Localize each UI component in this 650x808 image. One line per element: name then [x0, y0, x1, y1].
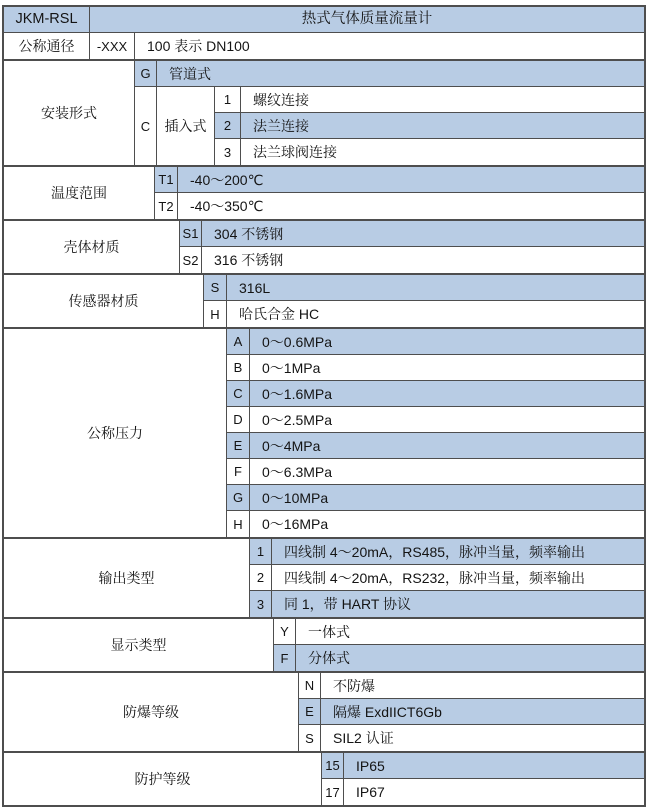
option-code-cell: S	[204, 275, 227, 301]
option-desc-cell: 0～1.6MPa	[250, 381, 644, 407]
option-desc-cell: 隔爆 ExdIICT6Gb	[321, 699, 644, 725]
insertion-code-cell: C	[135, 87, 157, 165]
option-desc-cell: 0～1MPa	[250, 355, 644, 381]
installation-label: 安装形式	[4, 61, 135, 165]
option-code-cell: 3	[250, 591, 272, 617]
option-desc-cell: -40～200℃	[178, 167, 644, 193]
option-code-cell: G	[227, 485, 250, 511]
option-desc-cell: 法兰球阀连接	[253, 144, 337, 160]
option-desc-cell: 0～16MPa	[262, 516, 329, 532]
section-explosion-proof	[4, 671, 644, 751]
protection-label: 防护等级	[4, 753, 322, 805]
option-code-cell: 1	[250, 539, 272, 565]
option-code-cell: S2	[180, 247, 202, 273]
option-code-cell: C	[227, 381, 250, 407]
model-code-cell: JKM-RSL	[4, 7, 90, 33]
housing-label: 壳体材质	[4, 221, 180, 273]
option-code-cell: H	[204, 301, 227, 327]
section-header	[4, 7, 644, 59]
section-pressure	[4, 327, 644, 537]
option-desc-cell: 螺纹连接	[241, 87, 644, 113]
option-code-cell: F	[227, 459, 250, 485]
pressure-label: 公称压力	[4, 329, 227, 537]
option-code-cell: E	[227, 433, 250, 459]
option-code-cell: E	[299, 699, 321, 725]
option-code-cell: 17	[322, 779, 344, 805]
option-code-cell: F	[274, 645, 296, 671]
section-temperature	[4, 165, 644, 219]
diameter-code-cell: -XXX	[90, 33, 135, 59]
option-code-cell: Y	[274, 619, 296, 645]
option-code-cell: G	[135, 61, 157, 87]
option-desc-cell: -40～350℃	[190, 198, 264, 214]
option-code-cell: N	[299, 673, 321, 699]
option-code-cell: 2	[250, 565, 272, 591]
option-desc-cell: 0～4MPa	[250, 433, 644, 459]
section-installation	[4, 59, 644, 165]
option-desc-cell: 四线制 4～20mA，RS485，脉冲当量，频率输出	[272, 539, 644, 565]
option-code-cell: 2	[215, 113, 241, 139]
option-desc-cell: 同 1，带 HART 协议	[272, 591, 644, 617]
option-desc-cell: 法兰连接	[241, 113, 644, 139]
option-desc-cell: 一体式	[296, 619, 644, 645]
option-desc-cell: SIL2 认证	[333, 730, 394, 746]
option-code-cell: H	[227, 511, 250, 537]
section-output	[4, 537, 644, 617]
option-code-cell: 3	[215, 139, 241, 165]
option-desc-cell: IP67	[356, 784, 385, 800]
option-code-cell: T2	[155, 193, 178, 219]
option-code-cell: A	[227, 329, 250, 355]
option-desc-cell: 四线制 4～20mA，RS232，脉冲当量，频率输出	[272, 565, 644, 591]
sensor-label: 传感器材质	[4, 275, 204, 327]
option-code-cell: B	[227, 355, 250, 381]
option-desc-cell: IP65	[344, 753, 644, 779]
option-desc-cell: 不防爆	[321, 673, 644, 699]
product-title-cell: 热式气体质量流量计	[90, 7, 644, 33]
option-desc-cell: 0～6.3MPa	[250, 459, 644, 485]
option-code-cell: S	[299, 725, 321, 751]
diameter-label: 公称通径	[4, 33, 90, 59]
diameter-desc-cell: 100 表示 DN100	[147, 38, 250, 54]
output-label: 输出类型	[4, 539, 250, 617]
option-code-cell: S1	[180, 221, 202, 247]
option-desc-cell: 哈氏合金 HC	[239, 306, 320, 322]
option-desc-cell: 管道式	[157, 61, 644, 87]
option-desc-cell: 0～10MPa	[250, 485, 644, 511]
explosion-label: 防爆等级	[4, 673, 299, 751]
option-code-cell: 15	[322, 753, 344, 779]
model-selection-table	[2, 5, 646, 807]
section-protection	[4, 751, 644, 805]
display-label: 显示类型	[4, 619, 274, 671]
section-display	[4, 617, 644, 671]
insertion-name-cell: 插入式	[157, 87, 215, 165]
option-desc-cell: 304 不锈钢	[202, 221, 644, 247]
option-desc-cell: 0～0.6MPa	[250, 329, 644, 355]
option-desc-cell: 分体式	[296, 645, 644, 671]
section-housing-material	[4, 219, 644, 273]
option-desc-cell: 0～2.5MPa	[250, 407, 644, 433]
option-code-cell: 1	[215, 87, 241, 113]
option-desc-cell: 316 不锈钢	[214, 252, 284, 268]
temperature-label: 温度范围	[4, 167, 155, 219]
option-desc-cell: 316L	[227, 275, 644, 301]
option-code-cell: T1	[155, 167, 178, 193]
section-sensor-material	[4, 273, 644, 327]
option-code-cell: D	[227, 407, 250, 433]
